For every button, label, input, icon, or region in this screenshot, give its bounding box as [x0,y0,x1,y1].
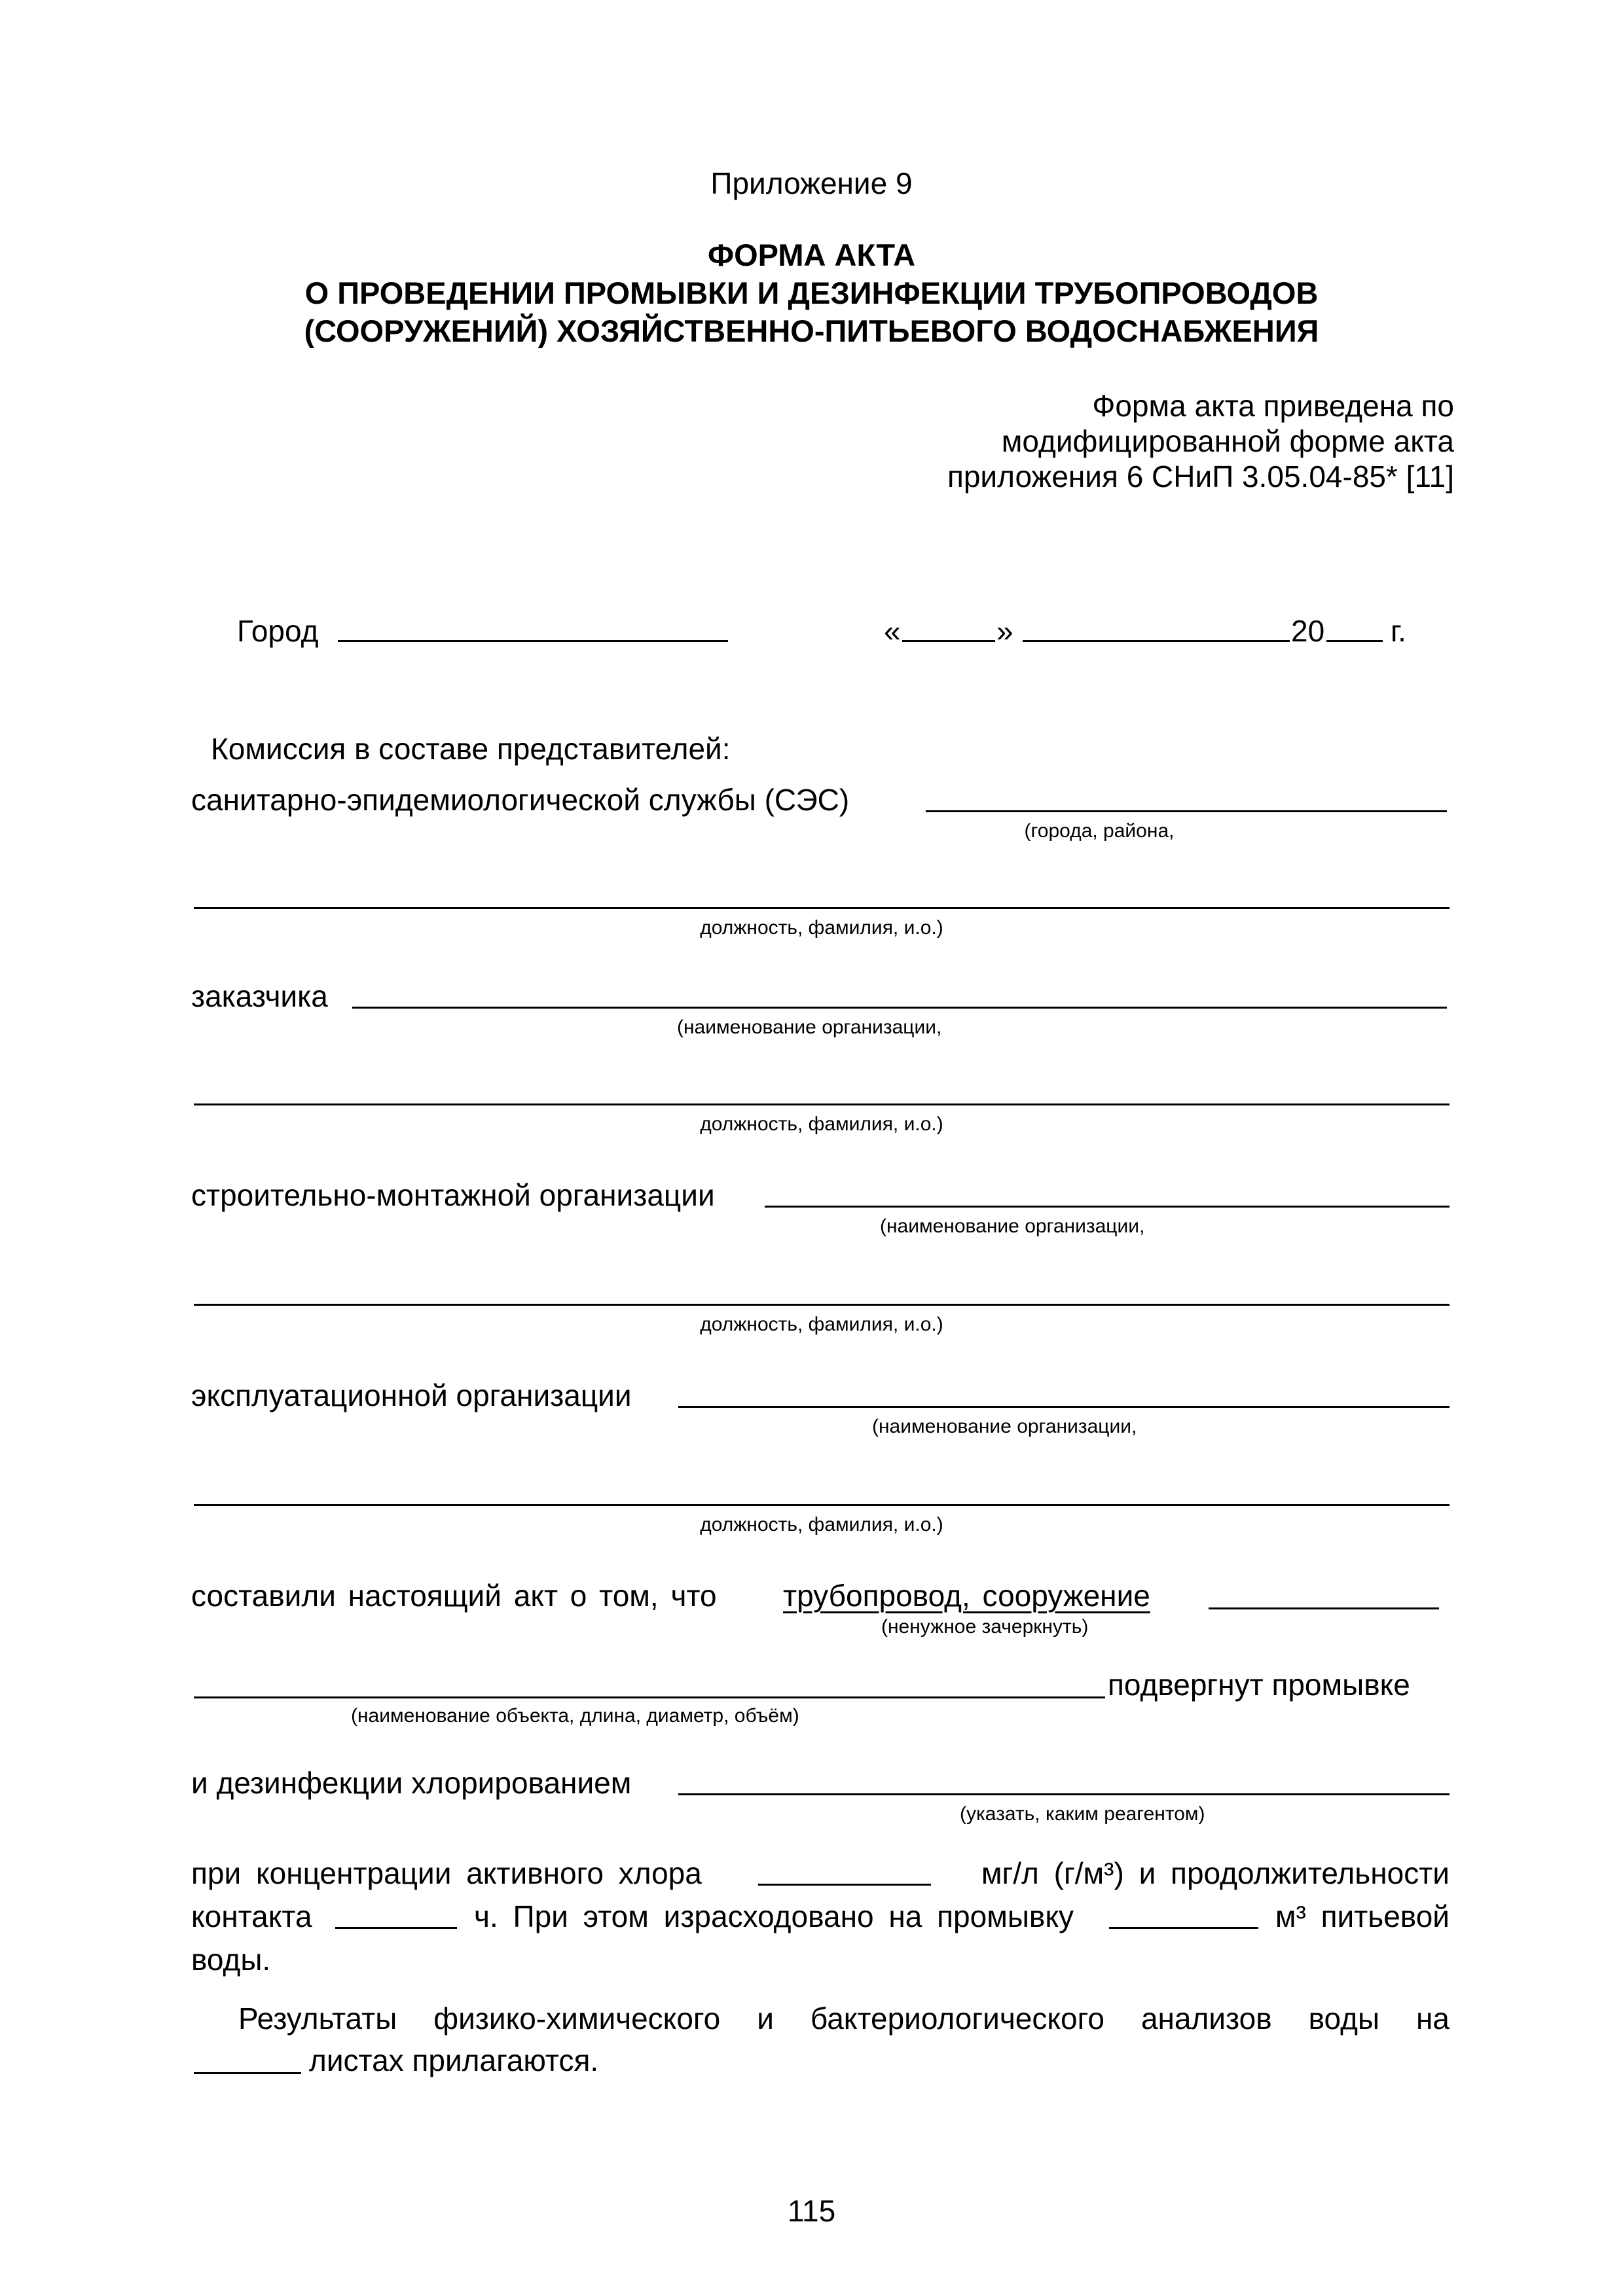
subjected-text: подвергнут промывке [1108,1668,1410,1702]
quote-open: « [884,614,901,648]
conc-text-1: при концентрации активного хлора [191,1856,702,1890]
water-text: воды. [191,1943,271,1977]
conc-text-2: мг/л (г/м³) и продолжительности [981,1856,1450,1890]
contact-field[interactable] [335,1927,457,1929]
reagent-field[interactable] [678,1793,1450,1795]
operating-position-caption: должность, фамилия, и.о.) [700,1514,943,1535]
strike-caption: (ненужное зачеркнуть) [881,1616,1089,1638]
year-field[interactable] [1326,640,1383,642]
water-volume-field[interactable] [1109,1927,1258,1929]
results-line-1: Результаты физико-химического и бактериологического анализов воды на [238,2001,1450,2036]
act-text-start: составили настоящий акт о том, что [191,1579,717,1613]
contact-text-3: м³ питьевой [1275,1899,1450,1933]
page-number: 115 [787,2194,836,2228]
year-prefix: 20 [1291,614,1325,648]
operating-field[interactable] [678,1406,1450,1408]
note-line-1: Форма акта приведена по [1092,389,1454,423]
note-line-3: приложения 6 СНиП 3.05.04-85* [11] [947,459,1454,493]
customer-position-caption: должность, фамилия, и.о.) [700,1113,943,1135]
reagent-caption: (указать, каким реагентом) [960,1803,1205,1825]
year-suffix: г. [1391,614,1406,648]
operating-position-field[interactable] [194,1504,1450,1506]
construction-field[interactable] [765,1206,1450,1208]
quote-close: » [996,614,1013,648]
concentration-field[interactable] [758,1884,931,1886]
object-caption: (наименование объекта, длина, диаметр, объём) [351,1705,799,1727]
construction-position-caption: должность, фамилия, и.о.) [700,1314,943,1335]
act-object-words: трубопровод, сооружение [783,1579,1150,1613]
contact-text-2: ч. При этом израсходовано на промывку [474,1899,1074,1933]
city-field[interactable] [338,640,728,642]
contact-text-1: контакта [191,1899,312,1933]
customer-label: заказчика [191,979,328,1013]
title-line-3: (СООРУЖЕНИЙ) ХОЗЯЙСТВЕННО-ПИТЬЕВОГО ВОДОСНАБЖЕНИЯ [304,314,1319,348]
customer-position-field[interactable] [194,1103,1450,1105]
month-field[interactable] [1023,640,1290,642]
construction-position-field[interactable] [194,1304,1450,1306]
ses-caption: (города, района, [1024,820,1175,842]
ses-position-field[interactable] [194,907,1450,909]
construction-label: строительно-монтажной организации [191,1178,715,1212]
commission-intro: Комиссия в составе представителей: [211,732,731,766]
title-line-2: О ПРОВЕДЕНИИ ПРОМЫВКИ И ДЕЗИНФЕКЦИИ ТРУБОПРОВОДОВ [304,276,1319,310]
operating-caption: (наименование организации, [872,1416,1137,1437]
disinfection-label: и дезинфекции хлорированием [191,1766,632,1800]
appendix-label: Приложение 9 [710,166,913,200]
act-extra-field[interactable] [1209,1607,1439,1609]
object-field[interactable] [194,1696,1105,1698]
day-field[interactable] [902,640,995,642]
title-line-1: ФОРМА АКТА [707,238,916,272]
ses-field[interactable] [926,810,1447,812]
ses-position-caption: должность, фамилия, и.о.) [700,917,943,939]
construction-caption: (наименование организации, [880,1215,1145,1237]
ses-label: санитарно-эпидемиологической службы (СЭС) [191,783,850,817]
sheets-count-field[interactable] [194,2072,301,2074]
results-line-2: листах прилагаются. [309,2043,599,2077]
city-label: Город [237,614,319,648]
note-line-2: модифицированной форме акта [1001,424,1454,458]
operating-label: эксплуатационной организации [191,1378,632,1412]
customer-field[interactable] [352,1007,1447,1009]
customer-caption: (наименование организации, [677,1016,942,1038]
